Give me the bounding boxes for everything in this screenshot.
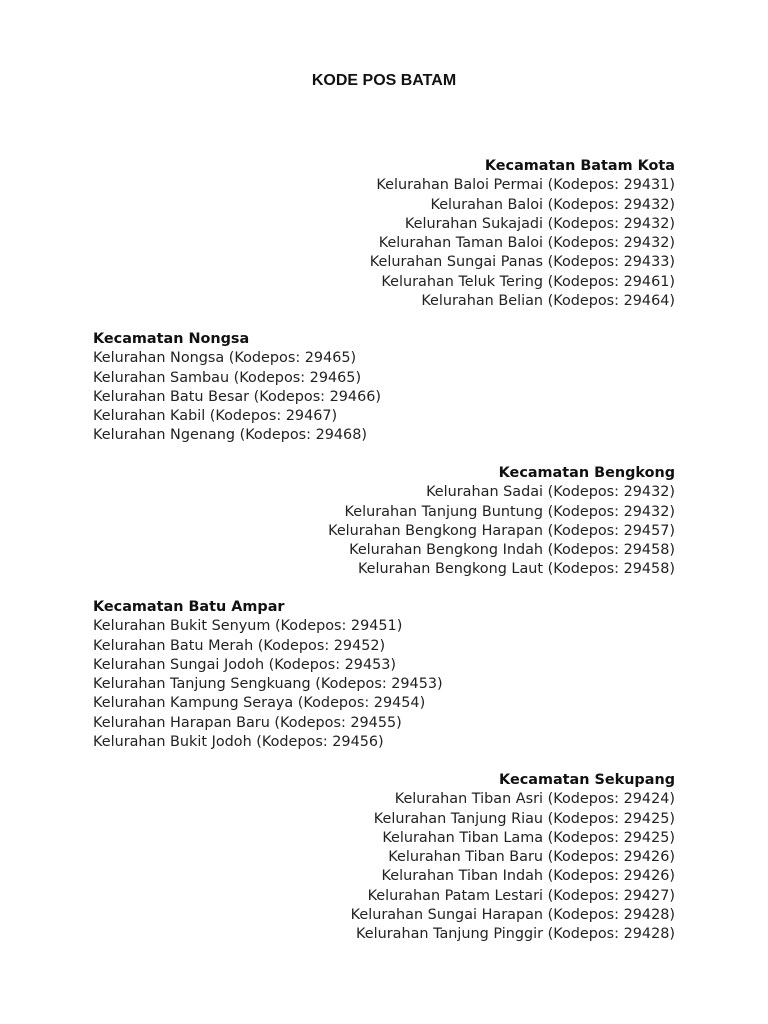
section-heading: Kecamatan Bengkong bbox=[498, 465, 675, 481]
list-item: Kelurahan Teluk Tering (Kodepos: 29461) bbox=[381, 273, 675, 290]
section-heading: Kecamatan Batu Ampar bbox=[93, 599, 285, 615]
list-item: Kelurahan Tiban Lama (Kodepos: 29425) bbox=[382, 829, 675, 846]
list-item: Kelurahan Baloi Permai (Kodepos: 29431) bbox=[376, 177, 675, 194]
section-bengkong bbox=[328, 464, 675, 580]
list-item: Kelurahan Nongsa (Kodepos: 29465) bbox=[93, 350, 357, 367]
list-item: Kelurahan Bengkong Laut (Kodepos: 29458) bbox=[357, 561, 675, 578]
section-batam-kota bbox=[370, 157, 675, 311]
list-item: Kelurahan Kabil (Kodepos: 29467) bbox=[93, 408, 338, 425]
list-item: Kelurahan Tiban Asri (Kodepos: 29424) bbox=[394, 791, 675, 808]
list-item: Kelurahan Baloi (Kodepos: 29432) bbox=[430, 196, 675, 213]
section-nongsa bbox=[93, 330, 381, 446]
list-item: Kelurahan Harapan Baru (Kodepos: 29455) bbox=[93, 714, 402, 731]
list-item: Kelurahan Sambau (Kodepos: 29465) bbox=[93, 369, 362, 386]
list-item: Kelurahan Tanjung Pinggir (Kodepos: 29428) bbox=[356, 926, 675, 943]
list-item: Kelurahan Tanjung Buntung (Kodepos: 29432) bbox=[344, 503, 675, 520]
list-item: Kelurahan Taman Baloi (Kodepos: 29432) bbox=[378, 235, 675, 252]
list-item: Kelurahan Tanjung Riau (Kodepos: 29425) bbox=[373, 810, 675, 827]
section-sekupang bbox=[351, 771, 675, 945]
list-item: Kelurahan Tiban Indah (Kodepos: 29426) bbox=[381, 868, 675, 885]
list-item: Kelurahan Kampung Seraya (Kodepos: 29454) bbox=[93, 695, 426, 712]
list-item: Kelurahan Belian (Kodepos: 29464) bbox=[421, 293, 675, 310]
list-item: Kelurahan Tiban Baru (Kodepos: 29426) bbox=[388, 849, 675, 866]
section-heading: Kecamatan Batam Kota bbox=[484, 158, 675, 174]
section-heading: Kecamatan Nongsa bbox=[93, 331, 250, 347]
list-item: Kelurahan Sukajadi (Kodepos: 29432) bbox=[404, 215, 675, 232]
list-item: Kelurahan Bengkong Indah (Kodepos: 29458) bbox=[349, 542, 675, 559]
list-item: Kelurahan Sungai Harapan (Kodepos: 29428) bbox=[350, 907, 675, 924]
list-item: Kelurahan Sungai Jodoh (Kodepos: 29453) bbox=[93, 656, 397, 673]
list-item: Kelurahan Bukit Jodoh (Kodepos: 29456) bbox=[93, 734, 384, 751]
list-item: Kelurahan Batu Besar (Kodepos: 29466) bbox=[93, 388, 382, 405]
list-item: Kelurahan Batu Merah (Kodepos: 29452) bbox=[93, 637, 386, 654]
list-item: Kelurahan Tanjung Sengkuang (Kodepos: 29453) bbox=[93, 676, 443, 693]
list-item: Kelurahan Bengkong Harapan (Kodepos: 29457) bbox=[328, 522, 675, 539]
page-title: KODE POS BATAM bbox=[311, 72, 457, 89]
section-batu-ampar bbox=[93, 598, 443, 752]
list-item: Kelurahan Sungai Panas (Kodepos: 29433) bbox=[369, 254, 675, 271]
list-item: Kelurahan Ngenang (Kodepos: 29468) bbox=[93, 427, 367, 444]
section-heading: Kecamatan Sekupang bbox=[499, 772, 675, 788]
list-item: Kelurahan Bukit Senyum (Kodepos: 29451) bbox=[93, 618, 403, 635]
list-item: Kelurahan Sadai (Kodepos: 29432) bbox=[426, 484, 675, 501]
list-item: Kelurahan Patam Lestari (Kodepos: 29427) bbox=[367, 887, 675, 904]
